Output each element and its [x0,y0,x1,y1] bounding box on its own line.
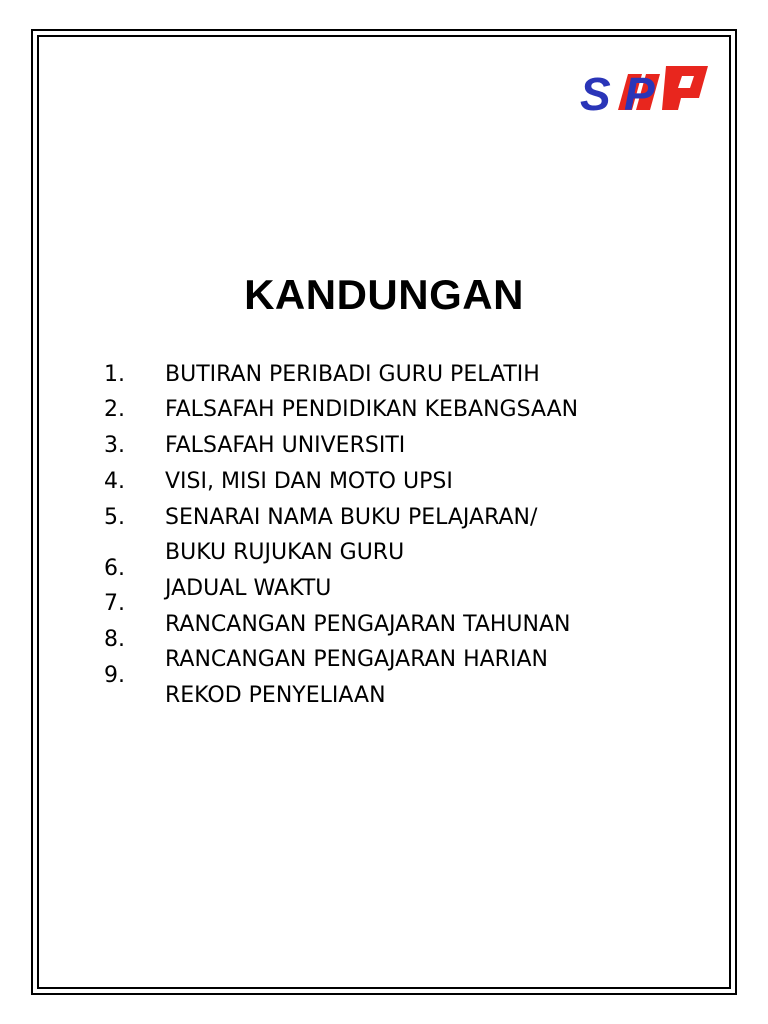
toc-number: 7. [104,591,125,616]
toc-item: REKOD PENYELIAAN [165,683,386,708]
page-title: KANDUNGAN [244,271,524,318]
toc-item: FALSAFAH PENDIDIKAN KEBANGSAAN [165,397,579,422]
toc-number: 9. [104,663,125,688]
toc-number: 6. [104,556,125,581]
spp-logo [580,62,710,114]
logo-letter-s: S [580,68,611,114]
toc-item: JADUAL WAKTU [165,576,332,601]
logo-letter-p: P [624,68,655,114]
toc-number: 5. [104,505,125,530]
toc-number: 3. [104,433,125,458]
toc-number: 1. [104,362,125,387]
toc-number: 8. [104,627,125,652]
toc-item: VISI, MISI DAN MOTO UPSI [165,469,453,494]
toc-item: BUTIRAN PERIBADI GURU PELATIH [165,362,540,387]
toc-number: 2. [104,397,125,422]
toc-item: RANCANGAN PENGAJARAN TAHUNAN [165,612,571,637]
toc-number: 4. [104,469,125,494]
toc-item: BUKU RUJUKAN GURU [165,540,405,565]
toc-item: FALSAFAH UNIVERSITI [165,433,406,458]
toc-item: RANCANGAN PENGAJARAN HARIAN [165,647,548,672]
toc-item: SENARAI NAMA BUKU PELAJARAN/ [165,505,538,530]
